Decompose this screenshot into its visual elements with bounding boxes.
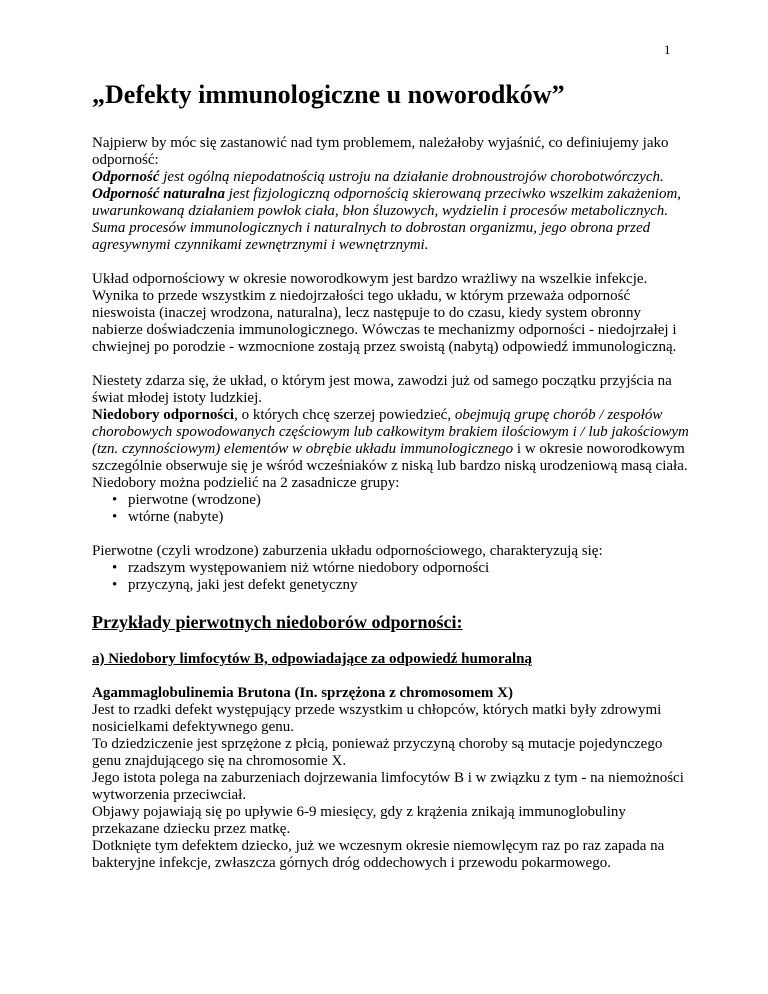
- primary-characteristics-intro: Pierwotne (czyli wrodzone) zaburzenia układu odpornościowego, charakteryzują się:: [92, 543, 603, 559]
- intro-paragraph: [92, 135, 692, 254]
- term-odpornosc: Odporność: [92, 169, 160, 185]
- definition-odpornosc: jest ogólną niepodatnością ustroju na działanie drobnoustrojów chorobotwórczych.: [159, 169, 664, 185]
- list-item: • przyczyną, jaki jest defekt genetyczny: [92, 577, 692, 594]
- paragraph-deficiencies: [92, 373, 692, 475]
- subsection-heading: a) Niedobory limfocytów B, odpowiadające za odpowiedź humoralną: [92, 651, 532, 667]
- list-item: • wtórne (nabyte): [92, 509, 692, 526]
- bruton-paragraph-4: Objawy pojawiają się po upływie 6-9 miesięcy, gdy z krążenia znikają immunoglobuliny przekazane dziecku przez matkę.: [92, 804, 626, 837]
- primary-characteristics-list: [92, 560, 692, 594]
- groups-intro: Niedobory można podzielić na 2 zasadnicze grupy:: [92, 475, 400, 491]
- bruton-paragraph-3: Jego istota polega na zaburzeniach dojrzewania limfocytów B i w związku z tym - na niemożności wytworzenia przeciwciał.: [92, 770, 684, 803]
- bruton-paragraph-5: Dotknięte tym defektem dziecko, już we wczesnym okresie niemowlęcym raz po raz zapada na bakteryjne infekcje, zwłaszcza górnych dróg oddechowych i przewodu pokarmowego.: [92, 838, 665, 871]
- definition-odpornosc-naturalna: jest fizjologiczną odpornością skierowaną przeciwko wszelkim zakażeniom, uwarunkowaną działaniem powłok ciała, błon śluzowych, wydzielin i procesów metabolicznych. Suma procesów immunologicznych i naturalnych to dobrostan organizmu, jego obrona przed agresywnymi czynnikami zewnętrznymi i wewnętrznymi.: [92, 186, 682, 253]
- term-niedobory-odpornosci: Niedobory odporności: [92, 407, 235, 423]
- page-number: 1: [664, 42, 671, 57]
- bruton-paragraph-2: To dziedziczenie jest sprzężone z płcią, ponieważ przyczyną choroby są mutacje pojedynczego genu znajdującego się na chromosomie X.: [92, 736, 663, 769]
- list-item: • pierwotne (wrodzone): [92, 492, 692, 509]
- paragraph-immune-system: Układ odpornościowy w okresie noworodkowym jest bardzo wrażliwy na wszelkie infekcje. Wynika to przede wszystkim z niedojrzałości tego układu, w którym przeważa odporność nieswoista (inaczej wrodzona, naturalna), lecz następuje to do czasu, kiedy system obronny nabierze doświadczenia immunologicznego. Wówczas te mechanizmy odporności - niedojrzałej i chwiejnej po porodzie - wzmocnione zostają przez swoistą (nabytą) odpowiedź immunologiczną.: [92, 271, 677, 355]
- groups-list: [92, 492, 692, 526]
- bruton-title: Agammaglobulinemia Brutona (In. sprzężona z chromosomem X): [92, 685, 513, 701]
- deficiencies-intro: Niestety zdarza się, że układ, o którym jest mowa, zawodzi już od samego początku przyjścia na świat młodej istoty ludzkiej.: [92, 373, 672, 406]
- term-odpornosc-naturalna: Odporność naturalna: [92, 186, 225, 202]
- deficiencies-definition: obejmują grupę chorób / zespołów chorobowych spowodowanych częściowym lub całkowitym brakiem ilościowym i / lub jakościowym (tzn. czynnościowym) elementów w obrębie układu immunologicznego: [92, 407, 689, 457]
- deficiencies-mid: , o których chcę szerzej powiedzieć,: [234, 407, 455, 423]
- bruton-paragraph-1: Jest to rzadki defekt występujący przede wszystkim u chłopców, których matki były zdrowymi nosicielkami defektywnego genu.: [92, 702, 662, 735]
- intro-line-2: jako odporność:: [92, 135, 669, 168]
- definition-text: [92, 169, 681, 253]
- document-body: [92, 135, 692, 872]
- document-title: „Defekty immunologiczne u noworodków”: [92, 80, 565, 109]
- section-heading: Przykłady pierwotnych niedoborów odporności:: [92, 612, 463, 632]
- list-item: • rzadszym występowaniem niż wtórne niedobory odporności: [92, 560, 692, 577]
- intro-line-1: Najpierw by móc się zastanowić nad tym problemem, należałoby wyjaśnić, co definiujemy: [92, 135, 639, 151]
- deficiencies-rest: i w okresie noworodkowym szczególnie obserwuje się je wśród wcześniaków z niską lub bardzo niską urodzeniową masą ciała.: [92, 441, 688, 474]
